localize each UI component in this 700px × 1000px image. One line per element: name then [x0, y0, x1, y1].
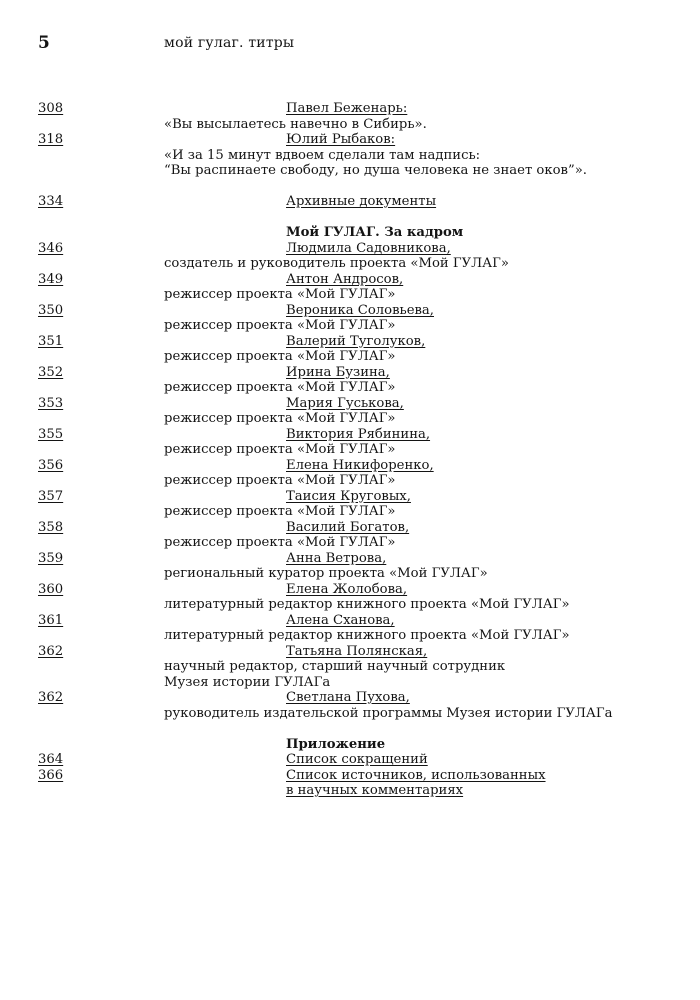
toc-page-link[interactable]: 318: [38, 132, 64, 147]
toc-page-link[interactable]: 351: [38, 333, 64, 349]
toc-page-link[interactable]: 352: [38, 364, 64, 380]
toc-entry-description: режиссер проекта «Мой ГУЛАГ»: [164, 349, 396, 364]
toc-page-link[interactable]: 346: [38, 240, 64, 256]
toc-entry[interactable]: [0, 768, 700, 784]
toc-entry-title[interactable]: Анна Ветрова,: [286, 550, 387, 566]
toc-page-link[interactable]: 353: [38, 395, 64, 411]
toc-entry[interactable]: [0, 101, 700, 117]
toc-entry[interactable]: [0, 303, 700, 319]
section-heading: Приложение: [286, 736, 386, 752]
toc-entry-description: руководитель издательской программы Музея истории ГУЛАГа: [164, 705, 613, 721]
toc-entry-title[interactable]: Вероника Соловьева,: [286, 302, 434, 318]
toc-page-link[interactable]: 362: [38, 643, 64, 659]
toc-entry-title[interactable]: Таисия Круговых,: [286, 488, 411, 504]
toc-entry[interactable]: [0, 489, 700, 505]
toc-entry-title[interactable]: Антон Андросов,: [286, 271, 404, 287]
toc-page-link[interactable]: 308: [38, 101, 64, 116]
toc-entry-title[interactable]: Татьяна Полянская,: [286, 643, 428, 659]
toc-entry[interactable]: [0, 690, 700, 706]
toc-page-link[interactable]: 357: [38, 488, 64, 504]
toc-entry[interactable]: [0, 365, 700, 381]
toc-entry-description: «И за 15 минут вдвоем сделали там надпись:: [164, 147, 481, 163]
toc-entry-title[interactable]: Елена Жолобова,: [286, 581, 408, 597]
toc-entry[interactable]: [0, 396, 700, 412]
toc-page-link[interactable]: 356: [38, 457, 64, 473]
toc-page-link[interactable]: 362: [38, 690, 64, 705]
toc-entry-title[interactable]: Список источников, использованных: [286, 767, 546, 783]
toc-entry-description: режиссер проекта «Мой ГУЛАГ»: [164, 287, 396, 302]
toc-entry[interactable]: [0, 582, 700, 598]
toc-page-link[interactable]: 358: [38, 519, 64, 535]
toc-entry-description: режиссер проекта «Мой ГУЛАГ»: [164, 504, 396, 519]
page-number: 5: [38, 33, 50, 53]
toc-entry-title[interactable]: Список сокращений: [286, 752, 428, 767]
toc-page-link[interactable]: 364: [38, 752, 64, 767]
toc-entry[interactable]: [0, 613, 700, 629]
toc-entry-description: «Вы высылаетесь навечно в Сибирь».: [164, 116, 427, 132]
toc-entry[interactable]: [0, 241, 700, 257]
table-of-contents: [0, 101, 700, 799]
toc-entry[interactable]: [0, 644, 700, 660]
toc-entry[interactable]: [0, 427, 700, 443]
toc-page-link[interactable]: 349: [38, 271, 64, 287]
toc-entry-title[interactable]: Елена Никифоренко,: [286, 457, 434, 473]
toc-page-link[interactable]: 360: [38, 581, 64, 597]
toc-page-link[interactable]: 361: [38, 612, 64, 628]
toc-entry[interactable]: [0, 752, 700, 768]
toc-entry-title[interactable]: Алена Сханова,: [286, 612, 395, 628]
toc-entry-description: литературный редактор книжного проекта «Мой ГУЛАГ»: [164, 597, 570, 612]
toc-entry-description: создатель и руководитель проекта «Мой ГУЛАГ»: [164, 256, 509, 271]
toc-entry[interactable]: [0, 132, 700, 148]
toc-entry-description: режиссер проекта «Мой ГУЛАГ»: [164, 411, 396, 426]
toc-entry-description: Музея истории ГУЛАГа: [164, 674, 331, 690]
toc-page-link[interactable]: 355: [38, 426, 64, 442]
toc-entry-description: “Вы распинаете свободу, но душа человека не знает оков”».: [164, 163, 587, 178]
section-heading: Мой ГУЛАГ. За кадром: [286, 225, 464, 240]
toc-entry-description: режиссер проекта «Мой ГУЛАГ»: [164, 318, 396, 333]
toc-entry[interactable]: [0, 551, 700, 567]
toc-entry-description: режиссер проекта «Мой ГУЛАГ»: [164, 535, 396, 550]
toc-entry-title[interactable]: Ирина Бузина,: [286, 364, 390, 380]
toc-entry-title[interactable]: Мария Гуськова,: [286, 395, 404, 411]
toc-entry-description: режиссер проекта «Мой ГУЛАГ»: [164, 380, 396, 395]
toc-page-link[interactable]: 366: [38, 767, 64, 783]
toc-entry-description: региональный куратор проекта «Мой ГУЛАГ»: [164, 566, 488, 581]
toc-entry[interactable]: [0, 334, 700, 350]
toc-entry-description: научный редактор, старший научный сотрудник: [164, 659, 506, 674]
toc-entry[interactable]: [0, 272, 700, 288]
toc-entry-title[interactable]: Виктория Рябинина,: [286, 426, 431, 442]
toc-page-link[interactable]: 334: [38, 194, 64, 209]
toc-entry-title[interactable]: Василий Богатов,: [286, 519, 410, 535]
toc-entry-title[interactable]: Архивные документы: [286, 194, 437, 209]
toc-entry-title[interactable]: Валерий Туголуков,: [286, 333, 426, 349]
toc-entry[interactable]: [0, 458, 700, 474]
toc-entry-title[interactable]: Людмила Садовникова,: [286, 240, 451, 256]
toc-entry-title[interactable]: Юлий Рыбаков:: [286, 132, 396, 147]
toc-entry-description: режиссер проекта «Мой ГУЛАГ»: [164, 473, 396, 488]
toc-page-link[interactable]: 350: [38, 302, 64, 318]
toc-entry-description: режиссер проекта «Мой ГУЛАГ»: [164, 442, 396, 457]
toc-entry-description: литературный редактор книжного проекта «Мой ГУЛАГ»: [164, 628, 570, 643]
toc-entry[interactable]: [0, 194, 700, 210]
toc-entry-title[interactable]: Светлана Пухова,: [286, 690, 410, 705]
toc-page-link[interactable]: 359: [38, 550, 64, 566]
toc-entry-title[interactable]: Павел Беженарь:: [286, 101, 408, 116]
toc-entry-title[interactable]: в научных комментариях: [286, 783, 464, 798]
toc-entry[interactable]: [0, 520, 700, 536]
running-title: мой гулаг. титры: [164, 35, 295, 51]
